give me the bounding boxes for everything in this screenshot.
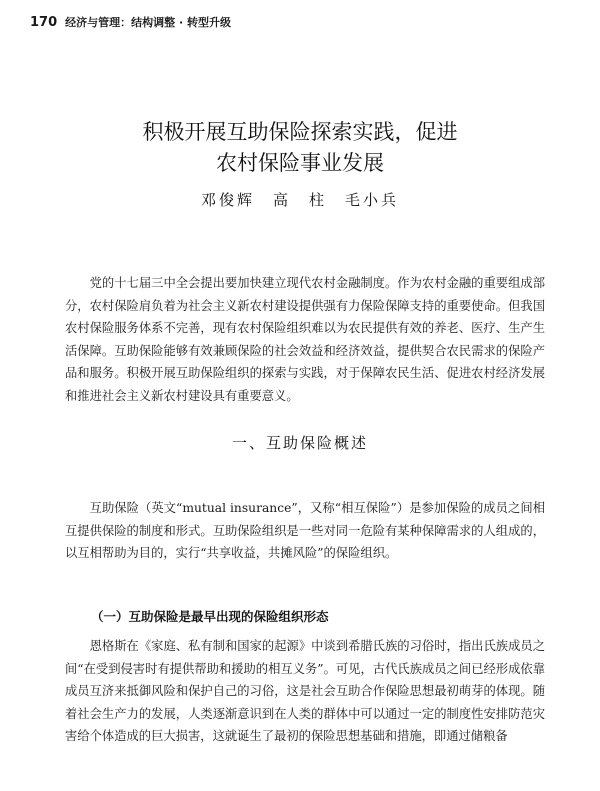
article-authors: 邓俊辉 高 柱 毛小兵 bbox=[200, 191, 399, 209]
running-title: 经济与管理：结构调整 · 转型升级 bbox=[65, 16, 231, 29]
page-number: 170 bbox=[30, 15, 58, 30]
article-title bbox=[0, 117, 600, 179]
intro-paragraph: 党的十七届三中全会提出要加快建立现代农村金融制度。作为农村金融的重要组成部分，农村保险肩负着为社会主义新农村建设提供强有力保险保障支持的重要使命。但我国农村保险服务体系不完善，现有农村保险组织难以为农民提供有效的养老、医疗、生产生活保障。互助保险能够有效兼顾保险的社会效益和经济效益，提供契合农民需求的保险产品和服务。积极开展互助保险组织的探索与实践，对于保障农民生活、促进农村经济发展和推进社会主义新农村建设具有重要意义。 bbox=[65, 276, 545, 403]
history-paragraph: 恩格斯在《家庭、私有制和国家的起源》中谈到希腊氏族的习俗时，指出氏族成员之间“在受到侵害时有提供帮助和援助的相互义务”。可见，古代氏族成员之间已经形成依靠成员互济来抵御风险和保护自己的习俗，这是社会互助合作保险思想最初萌芽的体现。随着社会生产力的发展，人类逐渐意识到在人类的群体中可以通过一定的制度性安排防范灾害给个体造成的巨大损害，这就诞生了最初的保险思想基础和措施，即通过储粮备 bbox=[65, 639, 545, 744]
article-title-line-1: 积极开展互助保险探索实践，促进 bbox=[142, 120, 458, 144]
subsection-heading-1: （一）互助保险是最早出现的保险组织形态 bbox=[91, 609, 329, 624]
running-header bbox=[30, 14, 231, 30]
section-heading-1: 一、互助保险概述 bbox=[231, 434, 368, 452]
definition-paragraph: 互助保险（英文“mutual insurance”，又称“相互保险”）是参加保险的成员之间相互提供保险的制度和形式。互助保险组织是一些对同一危险有某种保障需求的人组成的，以互相帮助为目的，实行“共享收益，共摊风险”的保险组织。 bbox=[65, 501, 545, 561]
article-title-line-2: 农村保险事业发展 bbox=[216, 151, 384, 175]
